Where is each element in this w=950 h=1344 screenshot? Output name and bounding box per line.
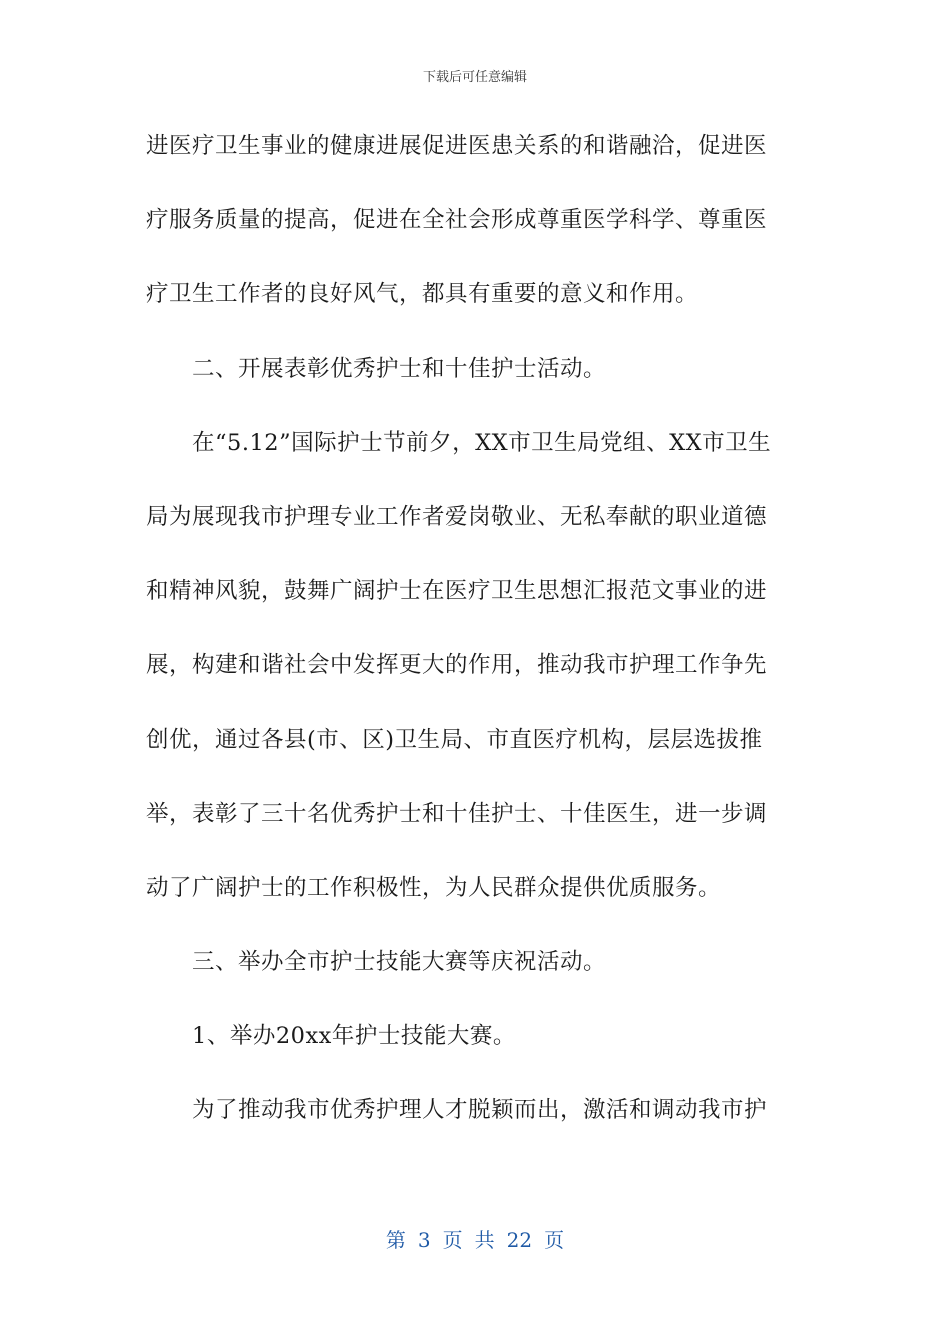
body-line-10: 举，表彰了三十名优秀护士和十佳护士、十佳医生，进一步调 bbox=[146, 800, 768, 827]
body-line-14: 为了推动我市优秀护理人才脱颖而出，激活和调动我市护 bbox=[192, 1097, 768, 1124]
footer-page-label: 页 bbox=[442, 1228, 463, 1252]
page-header-note: 下载后可任意编辑 bbox=[422, 70, 527, 85]
body-line-7: 和精神风貌，鼓舞广阔护士在医疗卫生思想汇报范文事业的进 bbox=[146, 578, 768, 605]
body-line-9: 创优，通过各县(市、区)卫生局、市直医疗机构，层层选拔推 bbox=[146, 726, 763, 753]
body-line-5: 在“5.12”国际护士节前夕，XX市卫生局党组、XX市卫生 bbox=[192, 429, 772, 456]
body-line-3: 疗卫生工作者的良好风气，都具有重要的意义和作用。 bbox=[146, 281, 699, 308]
section-heading-3: 三、举办全市护士技能大赛等庆祝活动。 bbox=[192, 949, 607, 976]
section-heading-2: 二、开展表彰优秀护士和十佳护士活动。 bbox=[192, 355, 607, 382]
body-line-2: 疗服务质量的提高，促进在全社会形成尊重医学科学、尊重医 bbox=[146, 207, 768, 234]
subsection-heading-1: 1、举办20xx年护士技能大赛。 bbox=[192, 1023, 516, 1050]
body-line-6: 局为展现我市护理专业工作者爱岗敬业、无私奉献的职业道德 bbox=[146, 503, 768, 530]
footer-total-label: 共 bbox=[474, 1228, 495, 1252]
body-line-1: 进医疗卫生事业的健康进展促进医患关系的和谐融洽，促进医 bbox=[146, 133, 768, 159]
page-footer bbox=[0, 1224, 950, 1253]
body-line-8: 展，构建和谐社会中发挥更大的作用，推动我市护理工作争先 bbox=[146, 652, 768, 679]
document-body bbox=[146, 124, 806, 1163]
body-line-11: 动了广阔护士的工作积极性，为人民群众提供优质服务。 bbox=[146, 874, 722, 901]
footer-total-pages: 22 bbox=[506, 1228, 533, 1252]
footer-suffix: 页 bbox=[544, 1228, 565, 1252]
footer-current-page: 3 bbox=[417, 1228, 431, 1252]
footer-prefix: 第 bbox=[385, 1228, 406, 1252]
